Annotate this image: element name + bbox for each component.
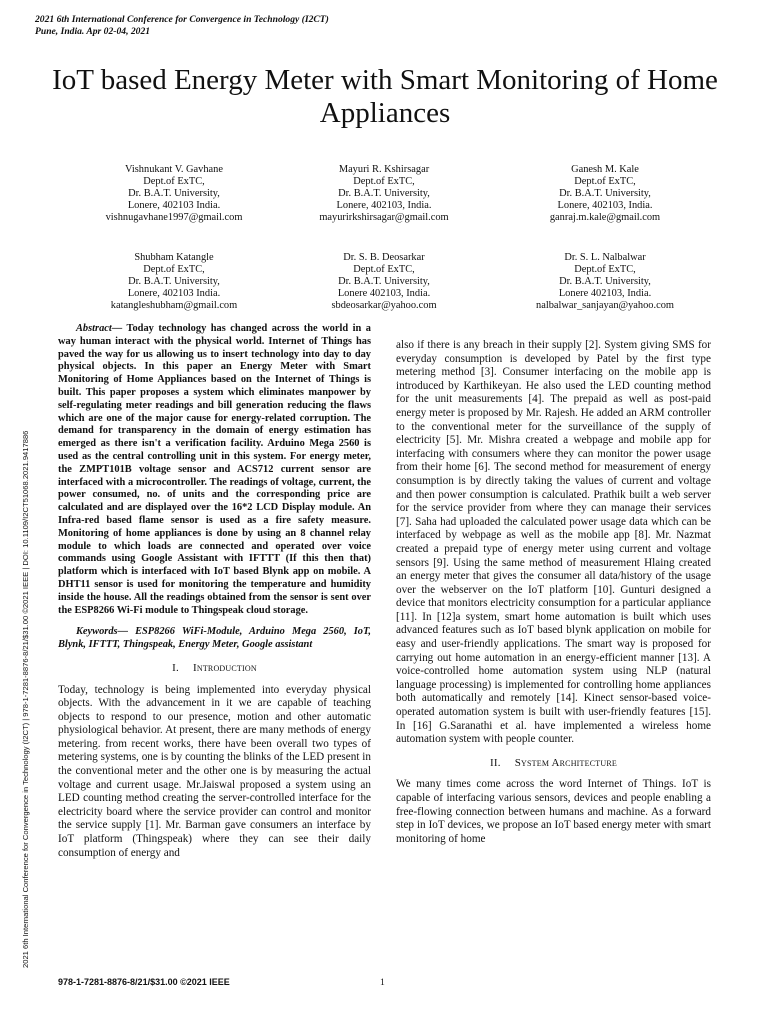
author-dept: Dept.of ExTC,	[143, 264, 205, 275]
author-address: Lonere 402103, India.	[337, 288, 431, 299]
section-number: I.	[172, 661, 179, 674]
introduction-continued-paragraph: also if there is any breach in their supply [2]. System giving SMS for everyday consumption is developed by Patel by the first type metering method [3]. Consumer interfacing on the mobile app is introduced by Karthikeyan. He also used the LED counting method for the unit measurements [4]. The prepaid as well as post-paid energy meter is proposed by Mr. Rajesh. He added an ARM controller to the conventional meter for the surveillance of the supply of electricity [5]. Mr. Mishra created a webpage and mobile app for interfacing with consumers where they can monitor the power usage from their home [6]. The second method for measurement of energy consumption is by directly taking the values of current and voltage and then power consumption is calculated. Prathik built a web server for the service provider from where they can manage their services [7]. Saha had uploaded the calculated power usage data which can be interfaced by webpage as well as the mobile app [8]. Mr. Nazmat created a prepaid type of energy meter using current and voltage sensors [9]. Using the same method of measurement Hlaing created an energy meter that gives the consumer all data/history of the usage over the webserver on the IoT platform [10]. Gunturi designed a device that monitors electricity consumption for a particular appliance [11]. In [12]a system, smart home automation is built which uses advanced features such as IoT based blynk application on mobile for easy and user-friendly applications. The smart way is proposed for carrying out home automation in an energy-efficient manner [13]. A voice-controlled home automation system using NLP (natural language processing) is implemented for controlling home appliances both automatically and remotely [14]. Kinect sensor-based voice-operated automation system is built with user-friendly features [15]. In [16] G.Saranathi et al. have implemented a wireless home automation system with people counter.	[396, 339, 711, 746]
author-address: Lonere, 402103 India.	[127, 288, 221, 299]
author-university: Dr. B.A.T. University,	[559, 188, 651, 199]
abstract-label: Abstract	[76, 323, 112, 334]
author-block	[74, 252, 274, 312]
author-university: Dr. B.A.T. University,	[338, 188, 430, 199]
conference-name: 2021 6th International Conference for Convergence in Technology (I2CT)	[35, 14, 329, 25]
section-heading-introduction	[58, 662, 371, 676]
author-dept: Dept.of ExTC,	[353, 176, 415, 187]
author-email: mayurirkshirsagar@gmail.com	[319, 212, 449, 223]
author-block	[505, 164, 705, 224]
conference-header	[35, 14, 329, 38]
section-heading-system-architecture	[396, 757, 711, 771]
abstract	[58, 323, 371, 617]
author-dept: Dept.of ExTC,	[574, 176, 636, 187]
author-university: Dr. B.A.T. University,	[559, 276, 651, 287]
author-name: Dr. S. L. Nalbalwar	[564, 252, 646, 263]
author-email: nalbalwar_sanjayan@yahoo.com	[536, 300, 674, 311]
author-address: Lonere, 402103, India.	[336, 200, 432, 211]
author-email: sbdeosarkar@yahoo.com	[331, 300, 437, 311]
right-column	[396, 339, 711, 846]
footer-isbn: 978-1-7281-8876-8/21/$31.00 ©2021 IEEE	[58, 977, 230, 987]
keywords-dash: —	[117, 626, 136, 638]
author-email: katangleshubham@gmail.com	[110, 300, 238, 311]
author-block	[284, 164, 484, 224]
author-name: Mayuri R. Kshirsagar	[338, 164, 430, 175]
keywords	[58, 626, 371, 652]
author-email: ganraj.m.kale@gmail.com	[549, 212, 661, 223]
section-number: II.	[490, 756, 501, 769]
author-address: Lonere, 402103 India.	[127, 200, 221, 211]
author-university: Dr. B.A.T. University,	[338, 276, 430, 287]
abstract-dash: —	[111, 323, 127, 334]
author-name: Shubham Katangle	[134, 252, 214, 263]
author-name: Ganesh M. Kale	[571, 164, 639, 175]
author-dept: Dept.of ExTC,	[143, 176, 205, 187]
author-address: Lonere, 402103, India.	[557, 200, 653, 211]
author-dept: Dept.of ExTC,	[574, 264, 636, 275]
keywords-text: ESP8266 WiFi-Module, Arduino Mega 2560, IoT, Blynk, IFTTT, Thingspeak, Energy Meter, Google assistant	[58, 626, 371, 651]
abstract-text: Today technology has changed across the world in a way human interact with the physical world. Internet of Things has paved the way for us allowing us to insert technology into day to day physical objects. In this paper an Energy Meter with Smart Monitoring of Home Appliances based on the Internet of Things is built. This paper proposes a system which eliminates manpower by self-regulating meter readings and bill generation reducing the flaws which are one of the major cause for energy-related corruption. The demand for transparency in the domain of energy estimation has emerged as there isn't a verification facility. Arduino Mega 2560 is used as the central controlling unit in this system. For energy meter, the ZMPT101B voltage sensor and ACS712 current sensor are interfaced with a microcontroller. The readings of voltage, current, the power consumed, no. of units and the corresponding price are calculated and are displayed over the 16*2 LCD Display module. An Infra-red based flame sensor is used as a fire safety measure. Monitoring of home appliances is done by using an 8 channel relay module to which loads are connected and operated over voice commands using Google Assistant with IFTTT (If this then that) platform which is interfaced with IoT based Blynk app on mobile. A DHT11 sensor is used for monitoring the temperature and humidity inside the house. All the readings obtained from the sensor is sent over the ESP8266 Wi-Fi module to Thingspeak cloud storage.	[58, 323, 371, 616]
section-title: Introduction	[192, 661, 257, 674]
keywords-label: Keywords	[76, 626, 118, 638]
paper-title: IoT based Energy Meter with Smart Monitoring of Home Appliances	[52, 64, 718, 129]
author-university: Dr. B.A.T. University,	[128, 276, 220, 287]
author-address: Lonere 402103, India.	[558, 288, 652, 299]
page-number: 1	[380, 977, 385, 988]
system-architecture-paragraph: We many times come across the word Internet of Things. IoT is capable of interfacing various sensors, devices and people enabling a free-flowing connection between humans and machine. As a forward step in IoT devices, we propose an IoT based energy meter with smart monitoring of home	[396, 778, 711, 845]
author-name: Dr. S. B. Deosarkar	[343, 252, 425, 263]
author-name: Vishnukant V. Gavhane	[125, 164, 223, 175]
author-dept: Dept.of ExTC,	[353, 264, 415, 275]
section-title: System Architecture	[514, 756, 617, 769]
introduction-paragraph: Today, technology is being implemented into everyday physical objects. With the advancement in it we are capable of teaching objects to respond to our presence, motion and other automatic physiological behavior. At present, there are many methods of energy metering. from recent works, there have been overall two types of metering systems, one is by counting the blinks of the LED present in the conventional meter and the other one is by measuring the actual voltage and current usage. Mr.Jaiswal proposed a system using an LED counting method creating the server-controlled interface for the electricity board where the service provider can control and monitor the service supply [1]. Mr. Barman gave consumers an interface by IoT platform (Thingspeak) where they can see their daily consumption of energy and	[58, 683, 371, 859]
left-column	[58, 323, 371, 860]
conference-location: Pune, India. Apr 02-04, 2021	[35, 26, 151, 37]
author-block	[74, 164, 274, 224]
doi-sidebar-text: 2021 6th International Conference for Convergence in Technology (I2CT) | 978-1-7281-8876-8/21/$31.00 ©2021 IEEE | DOI: 10.1109/I2CT51068.2021.9417886	[21, 430, 30, 968]
author-block	[284, 252, 484, 312]
author-email: vishnugavhane1997@gmail.com	[105, 212, 243, 223]
author-block	[505, 252, 705, 312]
author-university: Dr. B.A.T. University,	[128, 188, 220, 199]
